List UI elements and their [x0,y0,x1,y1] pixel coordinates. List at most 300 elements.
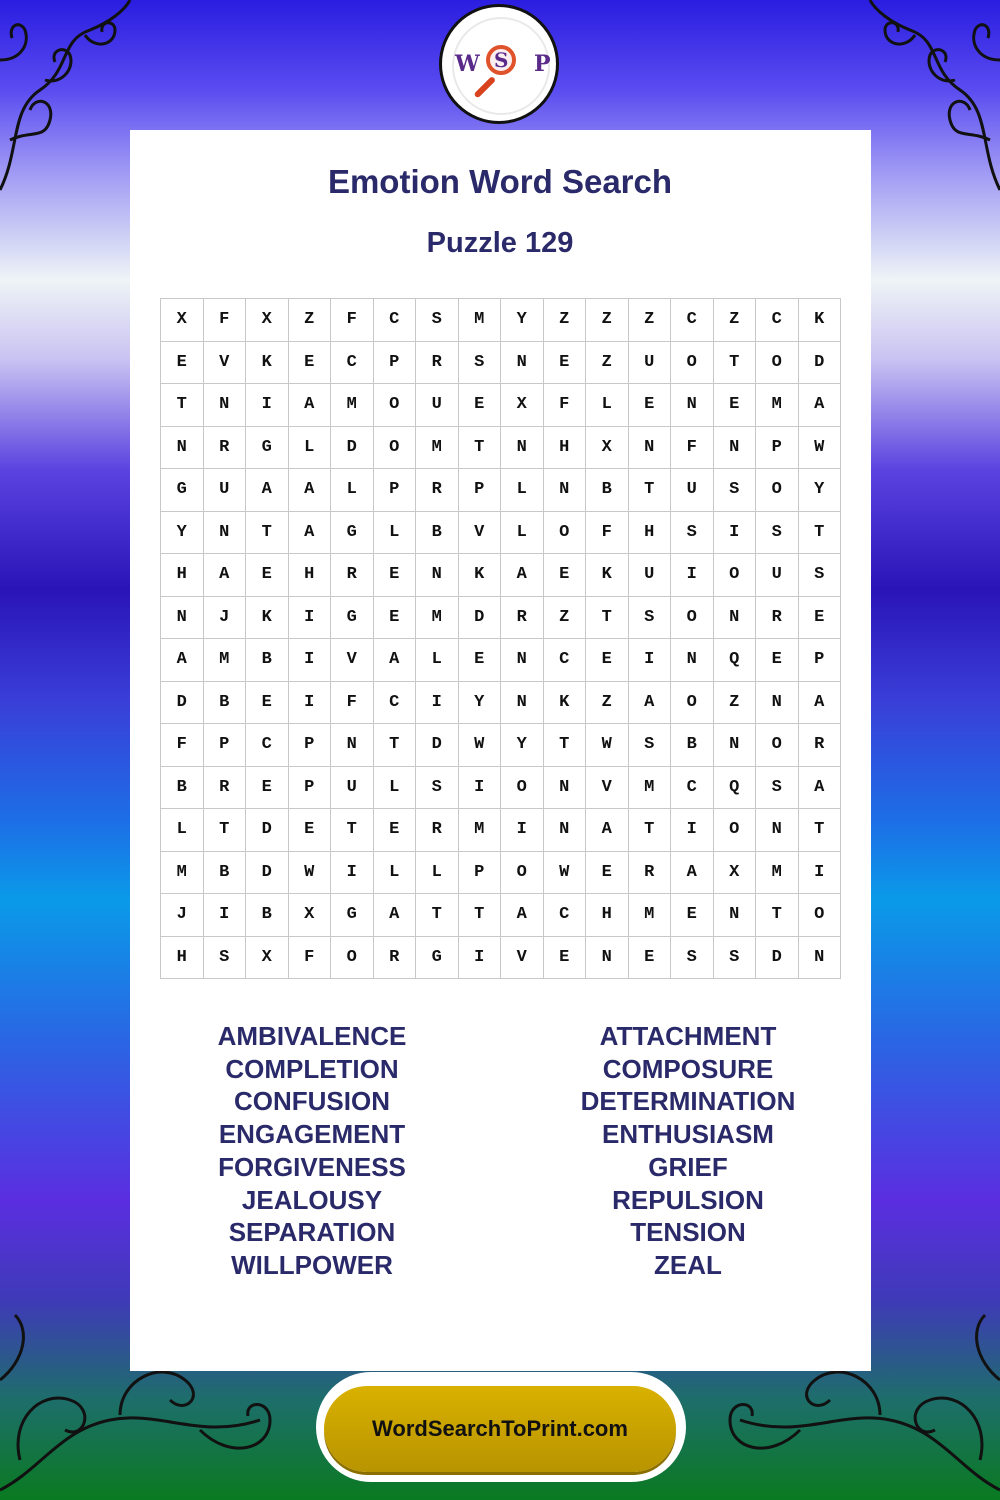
grid-cell[interactable]: N [756,681,799,724]
grid-cell[interactable]: N [331,724,374,767]
grid-cell[interactable]: R [416,469,459,512]
grid-cell[interactable]: T [628,469,671,512]
grid-cell[interactable]: S [628,596,671,639]
grid-cell[interactable]: I [288,639,331,682]
grid-cell[interactable]: C [373,299,416,342]
grid-cell[interactable]: S [416,766,459,809]
grid-cell[interactable]: I [203,894,246,937]
grid-row [161,724,841,767]
word-list-item: SEPARATION [228,1217,396,1248]
logo-letter-s: S [494,48,509,72]
grid-cell[interactable]: T [373,724,416,767]
grid-cell[interactable]: T [161,384,204,427]
grid-cell[interactable]: E [628,936,671,979]
grid-cell[interactable]: K [246,596,289,639]
letter-grid [160,298,841,979]
grid-cell[interactable]: A [288,384,331,427]
grid-cell[interactable]: E [543,936,586,979]
grid-cell[interactable]: P [373,341,416,384]
grid-cell[interactable]: N [501,681,544,724]
grid-cell[interactable]: R [501,596,544,639]
grid-cell[interactable]: V [458,511,501,554]
grid-cell[interactable]: P [458,851,501,894]
grid-cell[interactable]: B [416,511,459,554]
grid-cell[interactable]: L [373,851,416,894]
grid-cell[interactable]: X [246,299,289,342]
grid-cell[interactable]: C [671,299,714,342]
grid-cell[interactable]: A [798,384,841,427]
grid-cell[interactable]: G [246,426,289,469]
grid-cell[interactable]: I [331,851,374,894]
word-list-item: TENSION [630,1217,746,1248]
grid-cell[interactable]: H [586,894,629,937]
grid-cell[interactable]: G [331,596,374,639]
grid-cell[interactable]: F [671,426,714,469]
grid-cell[interactable]: X [246,936,289,979]
grid-cell[interactable]: T [756,894,799,937]
grid-cell[interactable]: P [288,766,331,809]
grid-cell[interactable]: O [373,426,416,469]
grid-cell[interactable]: K [458,554,501,597]
grid-cell[interactable]: M [458,809,501,852]
grid-cell[interactable]: N [501,426,544,469]
grid-cell[interactable]: U [628,554,671,597]
grid-row [161,469,841,512]
grid-cell[interactable]: O [543,511,586,554]
grid-cell[interactable]: D [246,851,289,894]
grid-cell[interactable]: A [373,639,416,682]
grid-cell[interactable]: S [756,511,799,554]
grid-cell[interactable]: K [586,554,629,597]
grid-cell[interactable]: N [628,426,671,469]
grid-cell[interactable]: I [288,596,331,639]
word-list-item: GRIEF [648,1151,728,1182]
grid-cell[interactable]: E [713,384,756,427]
grid-cell[interactable]: C [373,681,416,724]
grid-cell[interactable]: E [628,384,671,427]
grid-cell[interactable]: O [671,681,714,724]
grid-cell[interactable]: B [671,724,714,767]
grid-cell[interactable]: A [373,894,416,937]
grid-cell[interactable]: R [416,341,459,384]
grid-cell[interactable]: O [756,469,799,512]
grid-cell[interactable]: N [586,936,629,979]
grid-cell[interactable]: T [543,724,586,767]
grid-cell[interactable]: J [161,894,204,937]
grid-cell[interactable]: Z [713,681,756,724]
grid-cell[interactable]: X [501,384,544,427]
grid-cell[interactable]: L [161,809,204,852]
grid-cell[interactable]: H [161,554,204,597]
grid-cell[interactable]: Q [713,639,756,682]
grid-cell[interactable]: I [501,809,544,852]
grid-row [161,299,841,342]
grid-cell[interactable]: M [628,894,671,937]
grid-cell[interactable]: Z [586,299,629,342]
grid-row [161,384,841,427]
grid-row [161,554,841,597]
puzzle-number: Puzzle 129 [426,227,574,259]
grid-cell[interactable]: P [756,426,799,469]
grid-cell[interactable]: N [203,384,246,427]
grid-cell[interactable]: E [246,681,289,724]
grid-cell[interactable]: I [671,554,714,597]
grid-cell[interactable]: M [161,851,204,894]
grid-cell[interactable]: Z [543,299,586,342]
grid-cell[interactable]: L [373,511,416,554]
grid-cell[interactable]: O [373,384,416,427]
grid-cell[interactable]: C [756,299,799,342]
grid-cell[interactable]: K [543,681,586,724]
page-title: Emotion Word Search [327,163,673,200]
grid-cell[interactable]: Z [543,596,586,639]
grid-cell[interactable]: E [246,766,289,809]
grid-cell[interactable]: D [416,724,459,767]
grid-cell[interactable]: J [203,596,246,639]
grid-cell[interactable]: N [501,639,544,682]
grid-cell[interactable]: R [373,936,416,979]
logo-letter-w: W [455,51,480,77]
grid-cell[interactable]: Y [501,299,544,342]
grid-cell[interactable]: C [246,724,289,767]
grid-cell[interactable]: O [501,766,544,809]
grid-cell[interactable]: F [331,299,374,342]
grid-cell[interactable]: C [543,894,586,937]
grid-cell[interactable]: L [586,384,629,427]
grid-cell[interactable]: P [373,469,416,512]
grid-cell[interactable]: Z [288,299,331,342]
grid-cell[interactable]: O [713,809,756,852]
word-list-item: DETERMINATION [580,1086,796,1117]
word-list-item: COMPOSURE [602,1053,774,1084]
grid-cell[interactable]: B [203,681,246,724]
site-name: WordSearchToPrint.com [372,1416,628,1441]
grid-cell[interactable]: R [628,851,671,894]
word-list-item: ATTACHMENT [599,1021,777,1051]
grid-cell[interactable]: G [331,894,374,937]
grid-cell[interactable]: Y [798,469,841,512]
grid-cell[interactable]: P [798,639,841,682]
grid-cell[interactable]: D [756,936,799,979]
grid-cell[interactable]: N [543,469,586,512]
logo-letter-p: P [534,51,551,77]
grid-cell[interactable]: H [161,936,204,979]
grid-cell[interactable]: D [798,341,841,384]
grid-cell[interactable]: H [288,554,331,597]
grid-cell[interactable]: M [203,639,246,682]
grid-cell[interactable]: E [458,384,501,427]
grid-cell[interactable]: A [288,469,331,512]
grid-cell[interactable]: K [246,341,289,384]
grid-cell[interactable]: E [288,809,331,852]
grid-cell[interactable]: E [756,639,799,682]
grid-cell[interactable]: A [501,554,544,597]
word-list-item: WILLPOWER [231,1249,393,1280]
grid-cell[interactable]: I [246,384,289,427]
grid-cell[interactable]: L [416,639,459,682]
grid-cell[interactable]: R [203,426,246,469]
grid-row [161,426,841,469]
grid-cell[interactable]: R [756,596,799,639]
grid-cell[interactable]: T [203,809,246,852]
grid-cell[interactable]: F [543,384,586,427]
grid-cell[interactable]: M [458,299,501,342]
grid-cell[interactable]: I [288,681,331,724]
grid-cell[interactable]: U [203,469,246,512]
word-list-item: AMBIVALENCE [217,1021,407,1051]
grid-cell[interactable]: R [416,809,459,852]
grid-cell[interactable]: B [246,894,289,937]
grid-cell[interactable]: N [756,809,799,852]
grid-cell[interactable]: E [798,596,841,639]
grid-cell[interactable]: A [246,469,289,512]
grid-cell[interactable]: E [586,639,629,682]
grid-cell[interactable]: S [713,936,756,979]
grid-cell[interactable]: O [756,724,799,767]
grid-cell[interactable]: O [501,851,544,894]
grid-cell[interactable]: I [416,681,459,724]
grid-cell[interactable]: S [671,936,714,979]
grid-row [161,894,841,937]
grid-cell[interactable]: Y [458,681,501,724]
grid-cell[interactable]: N [416,554,459,597]
grid-cell[interactable]: L [373,766,416,809]
grid-cell[interactable]: Z [628,299,671,342]
grid-cell[interactable]: A [798,766,841,809]
grid-cell[interactable]: N [713,596,756,639]
grid-cell[interactable]: P [458,469,501,512]
grid-cell[interactable]: M [756,384,799,427]
grid-row [161,851,841,894]
grid-cell[interactable]: N [671,639,714,682]
grid-cell[interactable]: N [501,341,544,384]
word-list-item: FORGIVENESS [218,1151,406,1182]
grid-cell[interactable]: K [798,299,841,342]
grid-cell[interactable]: E [543,554,586,597]
grid-cell[interactable]: U [756,554,799,597]
grid-cell[interactable]: R [798,724,841,767]
grid-cell[interactable]: A [288,511,331,554]
grid-cell[interactable]: I [713,511,756,554]
grid-cell[interactable]: S [713,469,756,512]
grid-cell[interactable]: A [501,894,544,937]
grid-cell[interactable]: S [203,936,246,979]
grid-cell[interactable]: N [203,511,246,554]
grid-cell[interactable]: N [161,596,204,639]
grid-cell[interactable]: F [586,511,629,554]
grid-cell[interactable]: E [671,894,714,937]
grid-cell[interactable]: A [671,851,714,894]
word-list-item: REPULSION [612,1184,764,1215]
grid-cell[interactable]: F [288,936,331,979]
grid-row [161,596,841,639]
grid-row [161,511,841,554]
grid-cell[interactable]: S [628,724,671,767]
word-list-right [528,1020,848,1282]
grid-cell[interactable]: F [161,724,204,767]
grid-cell[interactable]: H [543,426,586,469]
grid-row [161,936,841,979]
word-list-item: ENGAGEMENT [218,1119,406,1150]
grid-cell[interactable]: N [671,384,714,427]
grid-cell[interactable]: L [501,511,544,554]
grid-cell[interactable]: U [671,469,714,512]
grid-cell[interactable]: E [586,851,629,894]
grid-cell[interactable]: A [586,809,629,852]
grid-cell[interactable]: W [288,851,331,894]
grid-cell[interactable]: L [416,851,459,894]
grid-cell[interactable]: I [671,809,714,852]
grid-cell[interactable]: N [543,809,586,852]
grid-cell[interactable]: C [671,766,714,809]
grid-cell[interactable]: O [671,596,714,639]
grid-cell[interactable]: X [713,851,756,894]
footer-badge [316,1372,686,1482]
grid-cell[interactable]: L [288,426,331,469]
grid-cell[interactable]: V [501,936,544,979]
grid-cell[interactable]: A [203,554,246,597]
grid-cell[interactable]: O [798,894,841,937]
site-link-button[interactable] [324,1386,676,1472]
grid-cell[interactable]: N [543,766,586,809]
grid-cell[interactable]: S [756,766,799,809]
grid-cell[interactable]: V [331,639,374,682]
grid-cell[interactable]: N [713,894,756,937]
grid-cell[interactable]: R [331,554,374,597]
grid-cell[interactable]: V [586,766,629,809]
grid-cell[interactable]: F [203,299,246,342]
grid-cell[interactable]: S [458,341,501,384]
grid-cell[interactable]: E [373,809,416,852]
grid-cell[interactable]: M [331,384,374,427]
grid-cell[interactable]: E [458,639,501,682]
grid-cell[interactable]: I [458,766,501,809]
grid-cell[interactable]: M [628,766,671,809]
grid-cell[interactable]: A [161,639,204,682]
grid-cell[interactable]: H [628,511,671,554]
grid-cell[interactable]: L [331,469,374,512]
grid-cell[interactable]: T [246,511,289,554]
grid-cell[interactable]: T [798,809,841,852]
grid-cell[interactable]: N [798,936,841,979]
grid-cell[interactable]: T [416,894,459,937]
grid-cell[interactable]: D [246,809,289,852]
grid-cell[interactable]: E [373,596,416,639]
grid-cell[interactable]: S [416,299,459,342]
grid-cell[interactable]: C [331,341,374,384]
grid-cell[interactable]: X [586,426,629,469]
grid-row [161,681,841,724]
word-list-item: JEALOUSY [241,1184,383,1215]
grid-cell[interactable]: E [246,554,289,597]
grid-cell[interactable]: W [458,724,501,767]
grid-cell[interactable]: O [671,341,714,384]
grid-cell[interactable]: Y [501,724,544,767]
grid-cell[interactable]: A [798,681,841,724]
grid-cell[interactable]: Z [586,341,629,384]
grid-cell[interactable]: T [586,596,629,639]
grid-cell[interactable]: T [713,341,756,384]
grid-cell[interactable]: G [416,936,459,979]
word-list-item: CONFUSION [234,1086,390,1117]
grid-cell[interactable]: E [288,341,331,384]
grid-cell[interactable]: B [203,851,246,894]
grid-cell[interactable]: D [458,596,501,639]
grid-cell[interactable]: S [798,554,841,597]
grid-cell[interactable]: T [331,809,374,852]
grid-cell[interactable]: B [246,639,289,682]
grid-cell[interactable]: B [161,766,204,809]
grid-cell[interactable]: P [288,724,331,767]
grid-cell[interactable]: Y [161,511,204,554]
grid-cell[interactable]: Z [713,299,756,342]
grid-cell[interactable]: N [161,426,204,469]
grid-cell[interactable]: N [713,724,756,767]
grid-row [161,809,841,852]
grid-cell[interactable]: R [203,766,246,809]
grid-cell[interactable]: U [628,341,671,384]
grid-row [161,766,841,809]
grid-cell[interactable]: L [501,469,544,512]
grid-cell[interactable]: E [161,341,204,384]
grid-cell[interactable]: U [331,766,374,809]
grid-cell[interactable]: T [458,426,501,469]
grid-cell[interactable]: T [798,511,841,554]
grid-cell[interactable]: M [756,851,799,894]
grid-cell[interactable]: M [416,596,459,639]
word-list-item: ZEAL [654,1249,722,1280]
grid-cell[interactable]: U [416,384,459,427]
grid-cell[interactable]: S [671,511,714,554]
grid-cell[interactable]: C [543,639,586,682]
grid-cell[interactable]: O [756,341,799,384]
grid-cell[interactable]: E [543,341,586,384]
grid-cell[interactable]: W [798,426,841,469]
grid-cell[interactable]: O [713,554,756,597]
grid-cell[interactable]: Z [586,681,629,724]
grid-row [161,341,841,384]
grid-cell[interactable]: B [586,469,629,512]
grid-cell[interactable]: F [331,681,374,724]
grid-cell[interactable]: P [203,724,246,767]
grid-cell[interactable]: W [586,724,629,767]
word-list-item: COMPLETION [225,1053,399,1084]
grid-cell[interactable]: W [543,851,586,894]
grid-cell[interactable]: T [628,809,671,852]
grid-cell[interactable]: G [161,469,204,512]
grid-cell[interactable]: T [458,894,501,937]
grid-cell[interactable]: V [203,341,246,384]
grid-cell[interactable]: M [416,426,459,469]
grid-cell[interactable]: O [331,936,374,979]
word-list-left [152,1020,472,1282]
grid-cell[interactable]: A [628,681,671,724]
grid-cell[interactable]: G [331,511,374,554]
grid-cell[interactable]: E [373,554,416,597]
grid-cell[interactable]: N [713,426,756,469]
grid-row [161,639,841,682]
grid-cell[interactable]: X [288,894,331,937]
word-list-item: ENTHUSIASM [602,1119,774,1150]
grid-cell[interactable]: D [161,681,204,724]
wsp-logo [439,4,559,124]
grid-cell[interactable]: X [161,299,204,342]
grid-cell[interactable]: I [798,851,841,894]
grid-cell[interactable]: D [331,426,374,469]
grid-cell[interactable]: Q [713,766,756,809]
grid-cell[interactable]: I [628,639,671,682]
grid-cell[interactable]: I [458,936,501,979]
